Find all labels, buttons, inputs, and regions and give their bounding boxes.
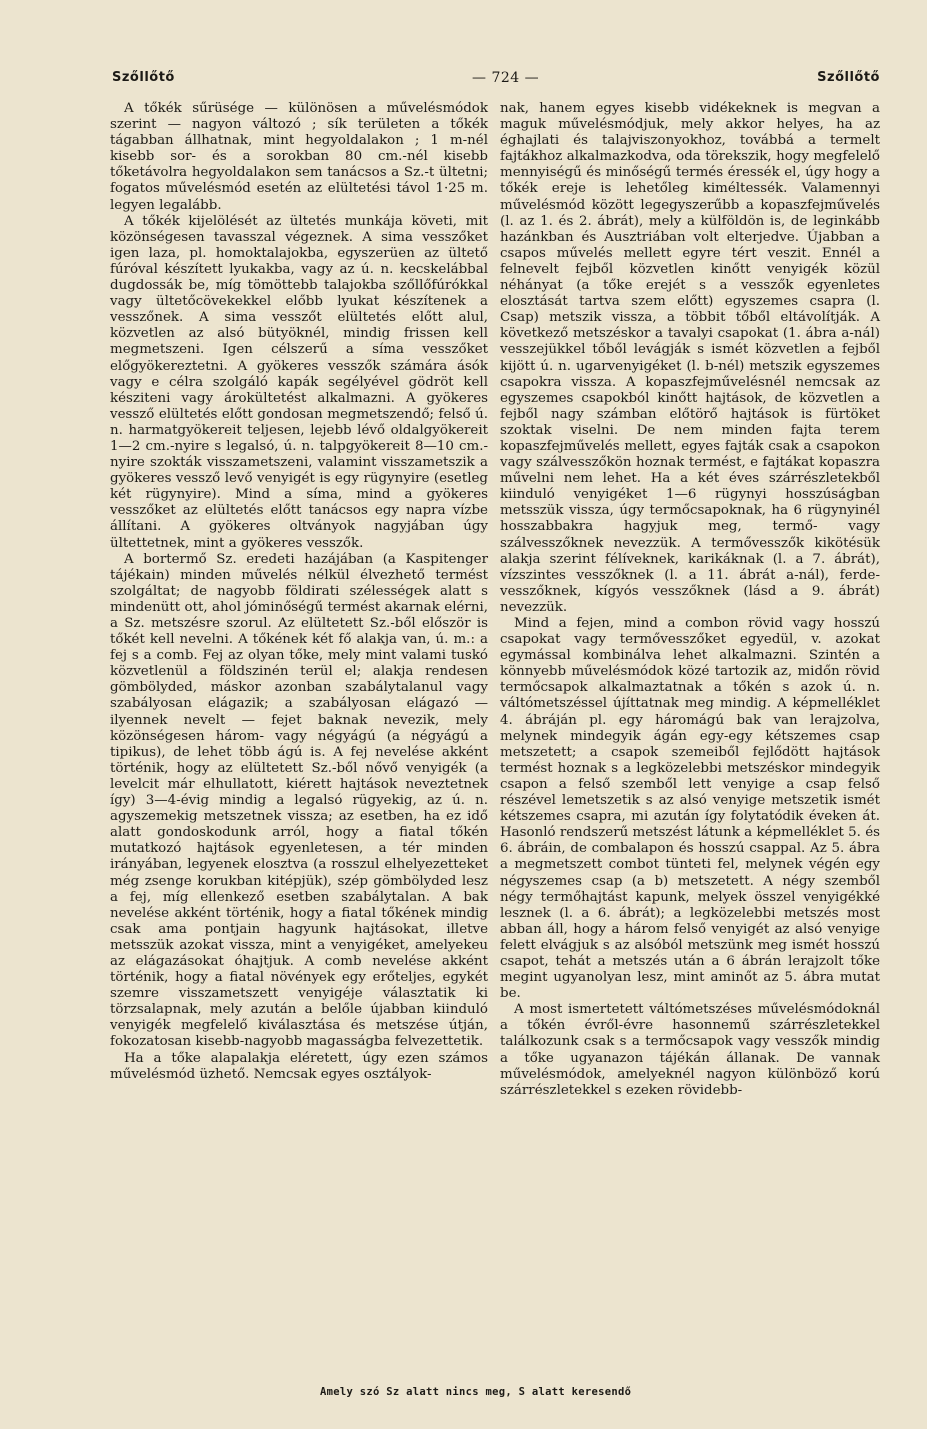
- running-head-right: Szőllőtő: [817, 70, 880, 85]
- paragraph: nak, hanem egyes kisebb vidékeknek is megvan a maguk művelésmódjuk, mely akkor helyes, ha az éghajlati és talajviszonyokhoz, továbbá a termelt fajtákhoz alkalmazkodva, oda törekszik, hogy megfelelő mennyiségű és minőségű termés éressék el, úgy hogy a tőkék ereje is lehetőleg kiméltessék. Valamennyi művelésmód között legegyszerűbb a kopaszfejművelés (l. az 1. és 2. ábrát), mely a külföldön is, de leginkább hazánkban és Ausztriában volt elterjedve. Újabban a csapos művelés mellett egyre tért veszit. Ennél a felnevelt fejből közvetlen kinőtt venyigék közül néhányat (a tőke erejét s a vesszők egyenletes elosztását tartva szem előtt) egyszemes csapra (l. Csap) metszik vissza, a többit tőből eltávolítják. A következő metszéskor a tavalyi csapokat (1. ábra a-nál) vesszejükkel tőből levágják s ismét közvetlen a fejből kijött ú. n. ugarvenyigéket (l. b-nél) metszik egyszemes csapokra vissza. A kopaszfejművelésnél nemcsak az egyszemes csapokból kinőtt hajtások, de közvetlen a fejből nagy számban előtörő hajtások is fürtöket szoktak viselni. De nem minden fajta terem kopaszfejművelés mellett, egyes fajták csak a csapokon vagy szálvesszőkön hoznak termést, e fajtákat kopaszra művelni nem lehet. Ha a két éves szárrészletekből kiinduló venyigéket 1—6 rügynyi hosszúságban metsszük vissza, úgy termőcsapoknak, ha 6 rügynyinél hosszabbakra hagyjuk meg, termő- vagy szálvesszőknek nevezzük. A termővesszők kikötésük alakja szerint félíveknek, karikáknak (l. a 7. ábrát), vízszintes vesszőknek (l. a 11. ábrát a-nál), ferde-vesszőknek, kígyós vesszőknek (lásd a 9. ábrát) nevezzük.: [500, 101, 880, 615]
- paragraph: A most ismertetett váltómetszéses művelésmódoknál a tőkén évről-évre hasonnemű szárrészletekkel találkozunk csak s a termőcsapok vagy vesszők mindig a tőke ugyanazon tájékán állanak. De vannak művelésmódok, amelyeknél nagyon különböző korú szárrészletekkel s ezeken rövidebb-: [500, 1002, 880, 1098]
- page-header: [112, 70, 880, 92]
- paragraph: A tőkék kijelölését az ültetés munkája követi, mit közönségesen tavasszal végeznek. A sima vesszőket igen laza, pl. homoktalajokba, egyszerüen az ültető fúróval készített lyukakba, vagy az ú. n. kecskelábbal dugdossák be, míg tömöttebb talajokba szőllőfúrókkal vagy ültetőcövekekkel előbb lyukat készítenek a vesszőnek. A sima vesszőt elültetés előtt alul, közvetlen az alsó bütyöknél, mindig frissen kell megmetszeni. Igen célszerű a síma vesszőket előgyökereztetni. A gyökeres vesszők számára ásók vagy e célra szolgáló kapák segélyével gödröt kell késziteni vagy árokültetést alkalmazni. A gyökeres vessző elültetés előtt gondosan megmetszendő; felső ú. n. harmatgyökereit teljesen, lejebb lévő oldalgyökereit 1—2 cm.-nyire s legalsó, ú. n. talpgyökereit 8—10 cm.-nyire szokták visszametszeni, valamint visszametszik a gyökeres vessző levő venyigét is egy rügynyire (esetleg két rügynyire). Mind a síma, mind a gyökeres vesszőket az elültetés előtt tanácsos egy napra vízbe állítani. A gyökeres oltványok nagyjában úgy ültettetnek, mint a gyökeres vesszők.: [110, 213, 488, 551]
- paragraph: Mind a fejen, mind a combon rövid vagy hosszú csapokat vagy termővesszőket egyedül, v. azokat egymással kombinálva lehet alkalmazni. Szintén a könnyebb művelésmódok közé tartozik az, midőn rövid termőcsapok alkalmaztatnak a tőkén s azok ú. n. váltómetszéssel újíttatnak meg mindig. A képmelléklet 4. ábráján pl. egy háromágú bak van lerajzolva, melynek mindegyik ágán egy-egy kétszemes csap metszetett; a csapok szemeiből fejlődött hajtások termést hoznak s a legközelebbi metszéskor mindegyik csapon a felső szemből lett venyige a csap felső részével lemetszetik s az alsó venyige metszetik ismét kétszemes csapra, mi azután így folytatódik éveken át. Hasonló rendszerű metszést látunk a képmelléklet 5. és 6. ábráin, de combalapon és hosszú csappal. Az 5. ábra a megmetszett combot tünteti fel, melynek végén egy négyszemes csap (a b) metszetett. A négy szemből négy termőhajtást kapunk, melyek összel venyigékké lesznek (l. a 6. ábrát); a legközelebbi metszés most abban áll, hogy a három felső venyigét az alsó venyige felett elvágjuk s az alsóból metszünk meg ismét hosszú csapot, tehát a metszés után a 6 ábrán lerajzolt tőke megint ugyanolyan lesz, mint aminőt az 5. ábra mutat be.: [500, 616, 880, 1002]
- page-footnote: Amely szó Sz alatt nincs meg, S alatt keresendő: [320, 1386, 632, 1398]
- left-column: [110, 101, 488, 1083]
- paragraph: Ha a tőke alapalakja eléretett, úgy ezen számos művelésmód üzhető. Nemcsak egyes osztályok-: [110, 1050, 488, 1082]
- running-head-left: Szőllőtő: [112, 70, 175, 85]
- page-number: — 724 —: [472, 70, 540, 86]
- right-column: [500, 101, 880, 1099]
- paragraph: A tőkék sűrüsége — különösen a művelésmódok szerint — nagyon változó ; sík területen a tőkék tágabban állhatnak, mint hegyoldalakon ; 1 m-nél kisebb sor- és a sorokban 80 cm.-nél kisebb tőketávolra hegyoldalakon sem tanácsos a Sz.-t ültetni; fogatos művelésmód esetén az elültetési távol 1·25 m. legyen legalább.: [110, 101, 488, 213]
- paragraph: A bortermő Sz. eredeti hazájában (a Kaspitenger tájékain) minden művelés nélkül élvezhető termést szolgáltat; de nagyobb földirati szélességek alatt s mindenütt ott, ahol jóminőségű termést akarnak elérni, a Sz. metszésre szorul. Az elültetett Sz.-ből először is tőkét kell nevelni. A tőkének két fő alakja van, ú. m.: a fej s a comb. Fej az olyan tőke, mely mint valami tuskó közvetlenül a földszinén terül el; alakja rendesen gömbölyded, máskor azonban szabálytalanul vagy szabályosan elágazik; a szabályosan elágazó — ilyennek nevelt — fejet baknak nevezik, mely közönségesen három- vagy négyágú (a négyágú a tipikus), de lehet több ágú is. A fej nevelése akként történik, hogy az elültetett Sz.-ből nővő venyigék (a levelcit már elhullatott, kiérett hajtások neveztetnek így) 3—4-évig mindig a legalsó rügyekig, az ú. n. agyszemekig metszetnek vissza; az esetben, ha ez idő alatt gondoskodunk arról, hogy a fiatal tőkén mutatkozó hajtások egyenletesen, a tér minden irányában, legyenek elosztva (a rosszul elhelyezetteket még zsenge korukban kitépjük), szép gömbölyded lesz a fej, míg ellenkező esetben szabálytalan. A bak nevelése akként történik, hogy a fiatal tőkének mindig csak ama pontjain hagyunk hajtásokat, illetve metsszük azokat vissza, mint a venyigéket, amelyekeu az elágazásokat óhajtjuk. A comb nevelése akként történik, hogy a fiatal növények egy erőteljes, egykét szemre visszametszett venyigéje választatik ki törzsalapnak, mely azután a belőle újabban kiinduló venyigék megfelelő kiválasztása és metszése útján, fokozatosan kisebb-nagyobb magasságba felvezettetik.: [110, 551, 488, 1050]
